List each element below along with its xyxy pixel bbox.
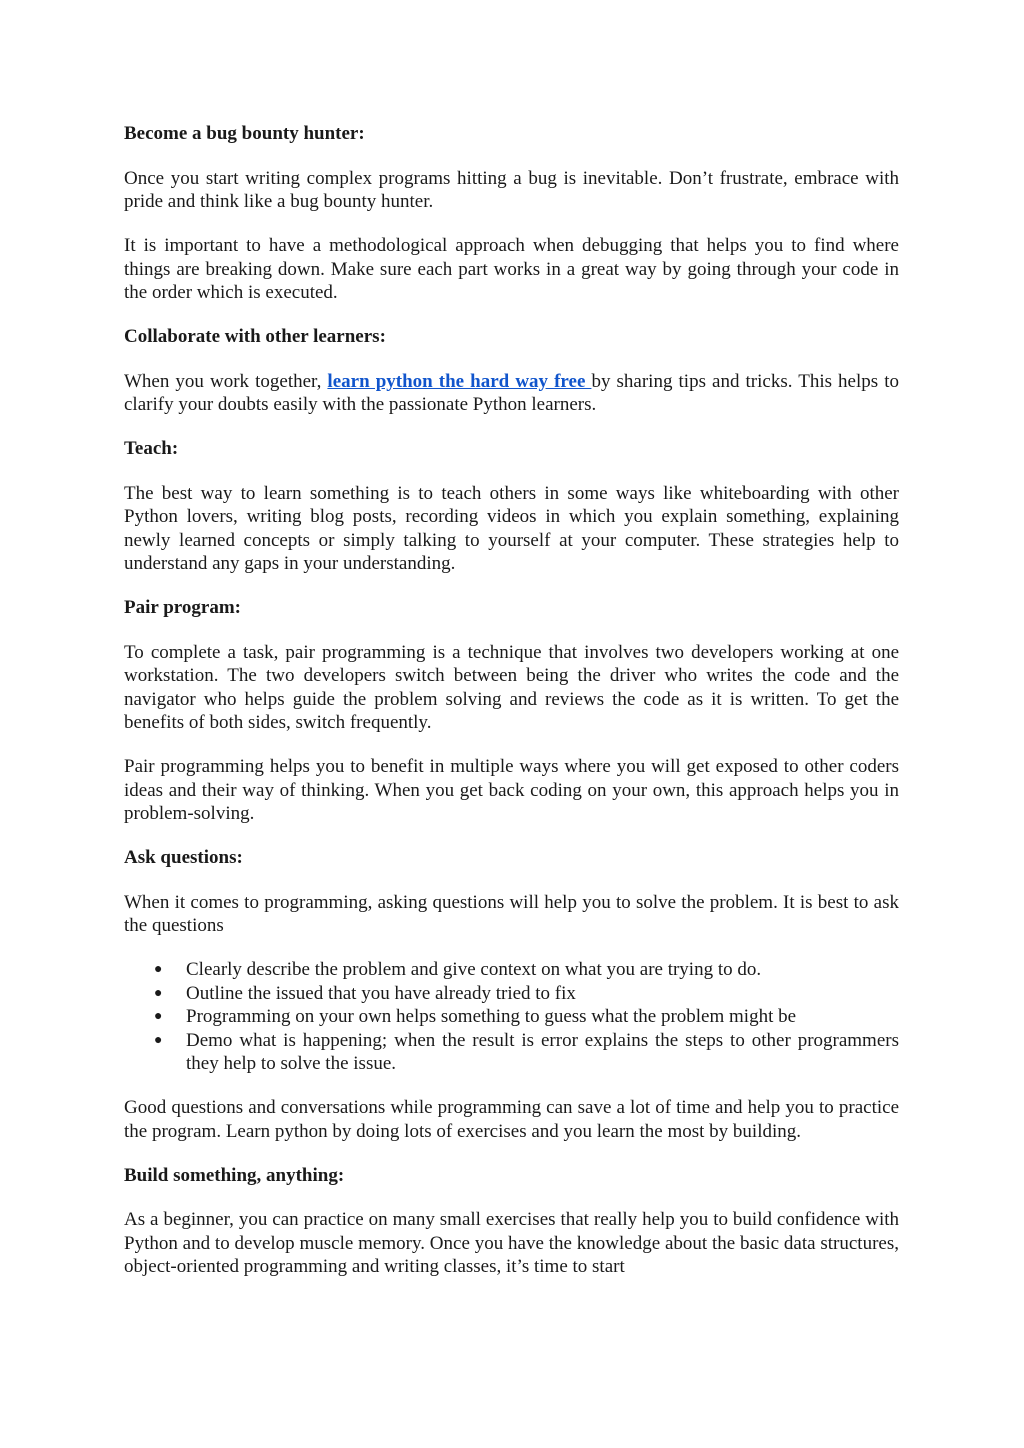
paragraph-with-link [124, 370, 899, 417]
bullet-icon: ● [154, 985, 163, 1001]
paragraph: The best way to learn something is to teach others in some ways like whiteboarding with other Python lovers, writing blog posts, recording videos in which you explain something, explaining newly learned concepts or simply talking to yourself at your computer. These strategies help to understand any gaps in your understanding. [124, 482, 899, 574]
section-heading-bug-bounty: Become a bug bounty hunter: [124, 123, 365, 144]
link-paragraph-after: by sharing tips and tricks. This helps to clarify your doubts easily with the passionate Python learners. [124, 370, 900, 415]
bullet-list [124, 958, 899, 1076]
section-heading-teach: Teach: [124, 438, 179, 459]
section-heading-collaborate: Collaborate with other learners: [124, 326, 386, 347]
paragraph: As a beginner, you can practice on many small exercises that really help you to build confidence with Python and to develop muscle memory. Once you have the knowledge about the basic data structures, object-oriented programming and writing classes, it’s time to start [124, 1209, 899, 1277]
section-heading-ask-questions: Ask questions: [124, 847, 243, 868]
link-paragraph-before: When you work together, [124, 370, 328, 392]
section-heading-build-something: Build something, anything: [124, 1164, 345, 1186]
list-item [124, 982, 899, 1006]
learn-python-link[interactable]: learn python the hard way free [327, 370, 592, 392]
list-item [124, 1005, 899, 1029]
list-item-text: Outline the issued that you have already tried to fix [186, 982, 576, 1004]
section-heading-pair-program: Pair program: [124, 597, 241, 618]
paragraph: To complete a task, pair programming is a technique that involves two developers working at one workstation. The two developers switch between being the driver who writes the code and the navigator who helps guide the problem solving and reviews the code as it is written. To get the benefits of both sides, switch frequently. [124, 641, 899, 733]
paragraph: Pair programming helps you to benefit in multiple ways where you will get exposed to other coders ideas and their way of thinking. When you get back coding on your own, this approach helps you in problem-solving. [124, 756, 899, 824]
list-item-text: Programming on your own helps something to guess what the problem might be [186, 1006, 797, 1027]
bullet-icon: ● [154, 1009, 163, 1024]
list-item [124, 958, 899, 982]
bullet-icon: ● [154, 962, 163, 977]
list-item [124, 1029, 899, 1076]
bullet-icon: ● [154, 1032, 163, 1048]
document-page [124, 122, 899, 1279]
paragraph: Good questions and conversations while programming can save a lot of time and help you to practice the program. Learn python by doing lots of exercises and you learn the most by building. [124, 1097, 899, 1142]
list-item-text: Clearly describe the problem and give context on what you are trying to do. [186, 959, 762, 980]
list-item-text: Demo what is happening; when the result is error explains the steps to other programmers they help to solve the issue. [186, 1029, 899, 1074]
paragraph: When it comes to programming, asking questions will help you to solve the problem. It is best to ask the questions [124, 891, 899, 936]
paragraph: It is important to have a methodological approach when debugging that helps you to find where things are breaking down. Make sure each part works in a great way by going through your code in the order which is executed. [124, 235, 899, 303]
paragraph: Once you start writing complex programs hitting a bug is inevitable. Don’t frustrate, embrace with pride and think like a bug bounty hunter. [124, 167, 899, 212]
